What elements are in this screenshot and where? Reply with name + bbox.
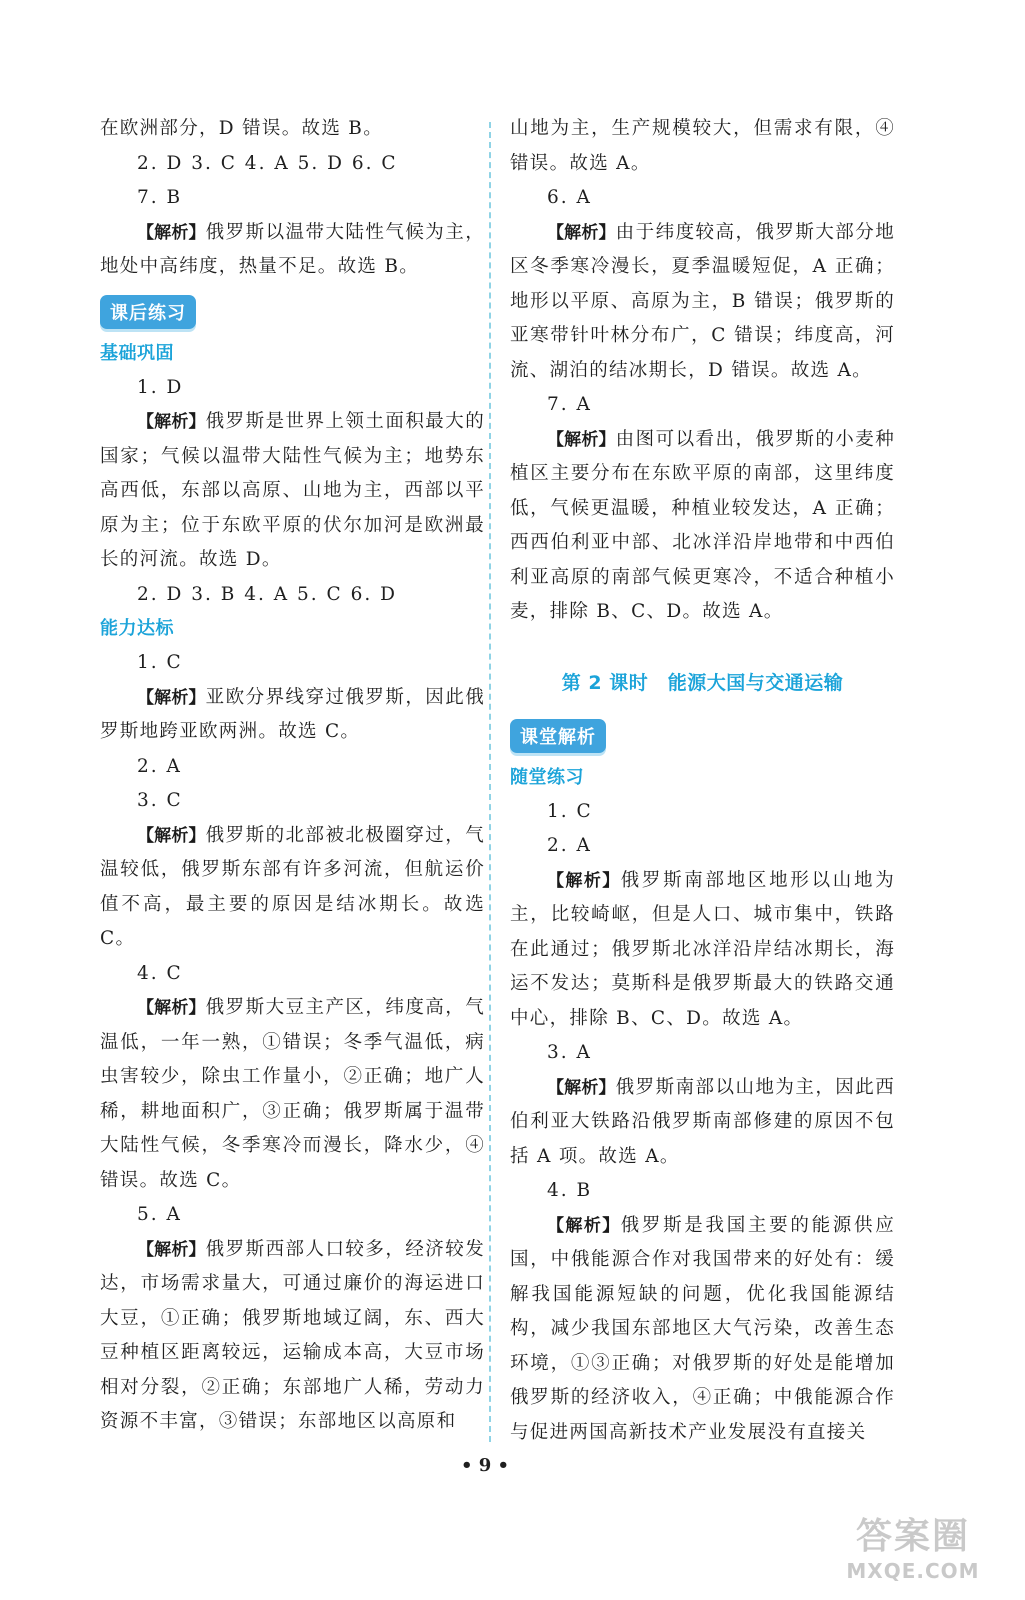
explanation-text: 俄罗斯南部地区地形以山地为主，比较崎岖，但是人口、城市集中，铁路在此通过；俄罗斯北冰洋沿岸结冰期长，海运不发达；莫斯科是俄罗斯最大的铁路交通中心，排除 B、C、D。故选 A。 (510, 869, 896, 1029)
explanation-tag: 【解析】 (137, 825, 206, 846)
answer-line: 7. A (547, 394, 592, 415)
answer-line: 2. A (137, 755, 182, 777)
answer-line: 2. A (547, 835, 592, 856)
explanation-text: 俄罗斯的北部被北极圈穿过，气温较低，俄罗斯东部有许多河流，但航运价值不高，最主要的原因是结冰期长。故选 C。 (100, 824, 486, 949)
explanation-text: 由于纬度较高，俄罗斯大部分地区冬季寒冷漫长，夏季温暖短促，A 正确；地形以平原、高原为主，B 错误；俄罗斯的亚寒带针叶林分布广，C 错误；纬度高，河流、湖泊的结冰期长，D 错误。故选 A。 (510, 221, 896, 381)
subsection-title: 随堂练习 (510, 766, 584, 788)
explanation-text: 俄罗斯是我国主要的能源供应国，中俄能源合作对我国带来的好处有：缓解我国能源短缺的问题，优化我国能源结构，减少我国东部地区大气污染，改善生态环境，①③正确；对俄罗斯的好处是能增加俄罗斯的经济收入，④正确；中俄能源合作与促进两国高新技术产业发展没有直接关 (510, 1214, 896, 1443)
answer-line: 1. C (547, 800, 593, 822)
section-badge-after-class: 课后练习 (100, 295, 196, 329)
explanation-text: 俄罗斯是世界上领土面积最大的国家；气候以温带大陆性气候为主；地势东高西低，东部以高原、山地为主，西部以平原为主；位于东欧平原的伏尔加河是欧洲最长的河流。故选 D。 (100, 411, 486, 570)
answer-line: 4. C (137, 962, 183, 984)
answer-line: 1. D (137, 376, 184, 398)
explanation-tag: 【解析】 (137, 998, 206, 1018)
explanation-tag: 【解析】 (137, 412, 206, 432)
answer-line: 5. A (137, 1204, 182, 1225)
explanation (510, 864, 895, 1037)
subsection-title: 基础巩固 (100, 342, 174, 364)
explanation-tag: 【解析】 (547, 1215, 621, 1236)
subsection-title: 能力达标 (100, 618, 174, 639)
answer-line: 2. D 3. C 4. A 5. D 6. C (137, 152, 398, 174)
explanation (100, 681, 485, 750)
answer-line: 4. B (547, 1180, 593, 1201)
explanation-tag: 【解析】 (137, 687, 206, 708)
paragraph: 山地为主，生产规模较大，但需求有限，④错误。故选 A。 (510, 118, 895, 174)
answer-line: 3. C (137, 790, 183, 811)
explanation (510, 423, 895, 630)
explanation (100, 819, 485, 957)
paragraph: 在欧洲部分，D 错误。故选 B。 (100, 118, 383, 139)
explanation (510, 1071, 895, 1175)
answer-line: 2. D 3. B 4. A 5. C 6. D (137, 583, 397, 605)
explanation (100, 1233, 485, 1440)
page-number: • 9 • (460, 1455, 510, 1476)
explanation-tag: 【解析】 (137, 222, 206, 243)
explanation-text: 俄罗斯西部人口较多，经济较发达，市场需求量大，可通过廉价的海运进口大豆，①正确；俄罗斯地域辽阔，东、西大豆种植区距离较远，运输成本高，大豆市场相对分裂，②正确；东部地广人稀，劳动力资源不丰富，③错误；东部地区以高原和 (100, 1238, 486, 1432)
explanation-tag: 【解析】 (547, 222, 616, 243)
answer-line: 1. C (137, 652, 183, 673)
column-divider (489, 122, 491, 1442)
answer-line: 6. A (547, 187, 592, 208)
explanation (510, 216, 895, 389)
explanation (510, 1209, 895, 1451)
explanation-text: 俄罗斯大豆主产区，纬度高，气温低，一年一熟，①错误；冬季气温低，病虫害较少，除虫工作量小，②正确；地广人稀，耕地面积广，③正确；俄罗斯属于温带大陆性气候，冬季寒冷而漫长，降水少，④错误。故选 C。 (100, 997, 486, 1191)
explanation-tag: 【解析】 (547, 429, 616, 450)
answer-line: 3. A (547, 1042, 592, 1063)
section-badge-in-class: 课堂解析 (510, 719, 606, 753)
lesson-title: 第 2 课时 能源大国与交通运输 (561, 671, 844, 694)
watermark-text: 答案圈 (855, 1516, 970, 1557)
explanation-text: 亚欧分界线穿过俄罗斯，因此俄罗斯地跨亚欧两洲。故选 C。 (100, 686, 486, 742)
explanation-tag: 【解析】 (137, 1239, 206, 1260)
explanation-text: 俄罗斯南部以山地为主，因此西伯利亚大铁路沿俄罗斯南部修建的原因不包括 A 项。故选 A。 (510, 1076, 896, 1167)
explanation (100, 216, 485, 285)
explanation-tag: 【解析】 (547, 870, 621, 891)
right-column (510, 112, 895, 1450)
explanation-tag: 【解析】 (547, 1077, 616, 1098)
explanation (100, 991, 485, 1198)
watermark-url: MXQE.COM (846, 1559, 980, 1583)
answer-line: 7. B (137, 187, 183, 208)
left-column (100, 112, 485, 1440)
explanation-text: 俄罗斯以温带大陆性气候为主，地处中高纬度，热量不足。故选 B。 (100, 221, 486, 277)
explanation-text: 由图可以看出，俄罗斯的小麦种植区主要分布在东欧平原的南部，这里纬度低，气候更温暖，种植业较发达，A 正确；西西伯利亚中部、北冰洋沿岸地带和中西伯利亚高原的南部气候更寒冷，不适合种植小麦，排除 B、C、D。故选 A。 (510, 428, 896, 622)
watermark-logo (838, 1508, 988, 1583)
explanation (100, 405, 485, 578)
